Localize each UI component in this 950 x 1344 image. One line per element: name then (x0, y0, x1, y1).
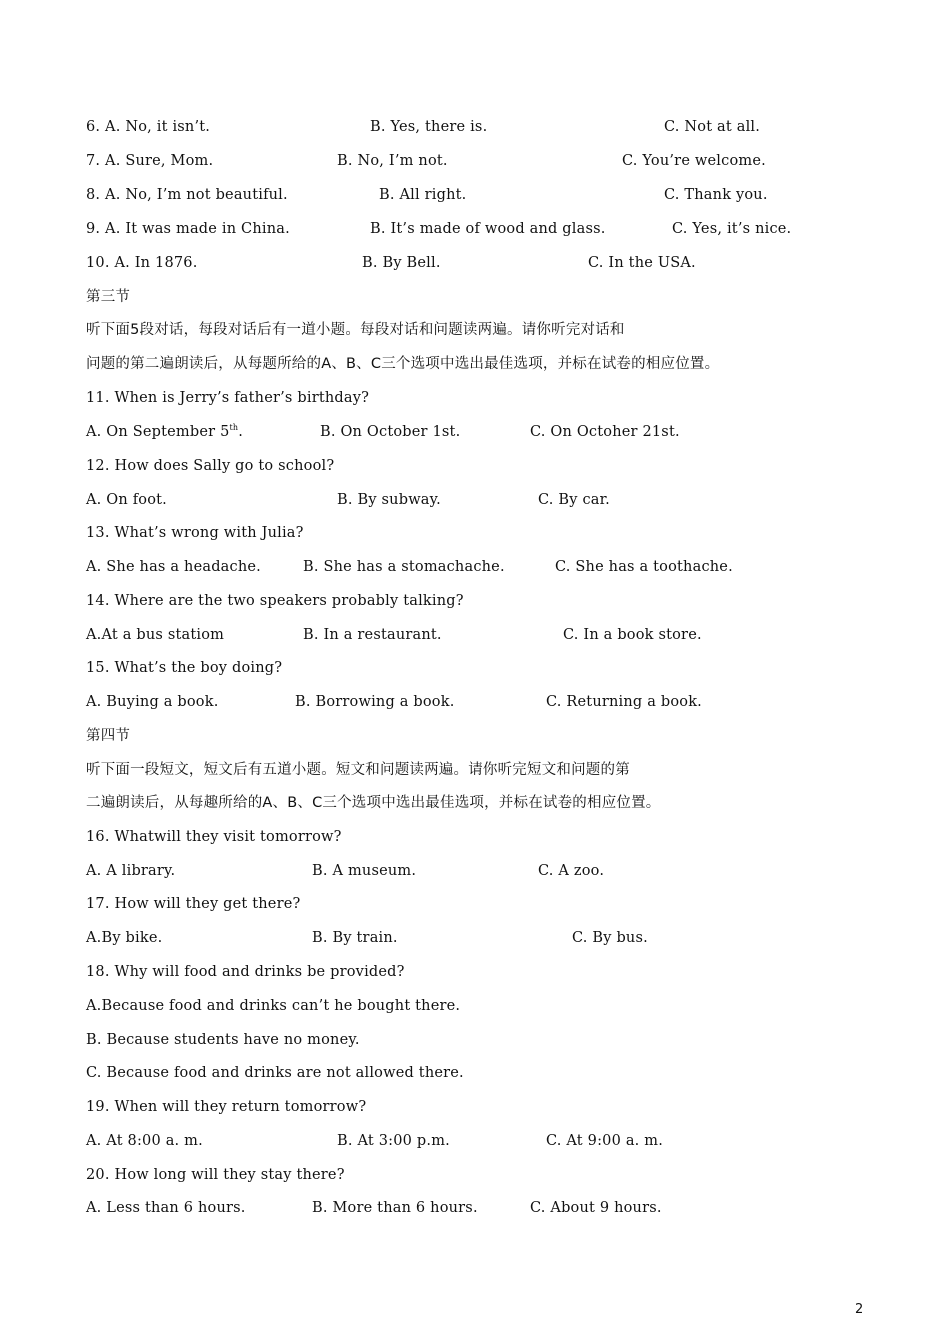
option-c: C. A zoo. (538, 863, 605, 879)
option-a: 6. A. No, it isn’t. (86, 119, 211, 135)
section-4-title: 第四节 (86, 728, 131, 744)
option-c: C. In a book store. (563, 627, 702, 643)
question-20-options (86, 1198, 662, 1278)
option-c: C. Returning a book. (546, 694, 702, 710)
option-b: B. On October 1st. (320, 424, 461, 440)
option-b: B. More than 6 hours. (312, 1200, 478, 1216)
option-c: C. Thank you. (664, 187, 768, 203)
option-a-text: A. On September 5 (86, 424, 230, 440)
section-3-intro-line-2: 问题的第二遍朗读后，从每题所给的A、B、C三个选项中选出最佳选项，并标在试卷的相应位置。 (86, 356, 720, 372)
option-a-period: . (238, 424, 244, 440)
option-a: A. A library. (86, 863, 176, 879)
question-13: 13. What’s wrong with Julia? (86, 525, 304, 541)
option-a: A.At a bus statiom (86, 627, 225, 643)
option-a: A. Buying a book. (86, 694, 219, 710)
question-19: 19. When will they return tomorrow? (86, 1099, 367, 1115)
option-a: 7. A. Sure, Mom. (86, 153, 214, 169)
option-b: B. Yes, there is. (370, 119, 488, 135)
option-a: 8. A. No, I’m not beautiful. (86, 187, 288, 203)
option-c: C. About 9 hours. (530, 1200, 662, 1216)
question-14: 14. Where are the two speakers probably talking? (86, 593, 464, 609)
option-b: B. It’s made of wood and glass. (370, 221, 606, 237)
option-a: 9. A. It was made in China. (86, 221, 290, 237)
option-a: 10. A. In 1876. (86, 255, 198, 271)
option-a: A. She has a headache. (86, 559, 261, 575)
question-15: 15. What’s the boy doing? (86, 660, 283, 676)
option-b: B. Borrowing a book. (295, 694, 455, 710)
option-c: C. At 9:00 a. m. (546, 1133, 664, 1149)
option-a: A. On foot. (86, 492, 167, 508)
option-b: B. At 3:00 p.m. (337, 1133, 450, 1149)
option-c: C. By bus. (572, 930, 648, 946)
page-number: 2 (855, 1302, 864, 1317)
section-3-title: 第三节 (86, 289, 131, 305)
question-17: 17. How will they get there? (86, 896, 301, 912)
question-20: 20. How long will they stay there? (86, 1167, 345, 1183)
option-a (86, 422, 243, 442)
question-11: 11. When is Jerry’s father’s birthday? (86, 390, 370, 406)
question-18: 18. Why will food and drinks be provided? (86, 964, 405, 980)
option-c: C. Not at all. (664, 119, 761, 135)
ordinal-suffix: th (229, 423, 239, 432)
section-4-intro-line-1: 听下面一段短文，短文后有五道小题。短文和问题读两遍。请你听完短文和问题的第 (86, 762, 630, 778)
question-18-option-c: C. Because food and drinks are not allowed there. (86, 1065, 464, 1081)
option-b: B. In a restaurant. (303, 627, 442, 643)
option-c: C. Yes, it’s nice. (672, 221, 792, 237)
question-12: 12. How does Sally go to school? (86, 458, 335, 474)
option-c: C. On Octoher 21st. (530, 424, 680, 440)
option-b: B. No, I’m not. (337, 153, 448, 169)
question-16: 16. Whatwill they visit tomorrow? (86, 829, 342, 845)
option-b: B. By subway. (337, 492, 441, 508)
option-b: B. A museum. (312, 863, 417, 879)
question-18-option-a: A.Because food and drinks can’t he bought there. (86, 998, 461, 1014)
option-b: B. By Bell. (362, 255, 441, 271)
option-c: C. You’re welcome. (622, 153, 766, 169)
option-c: C. She has a toothache. (555, 559, 733, 575)
option-b: B. All right. (379, 187, 467, 203)
option-a: A.By bike. (86, 930, 163, 946)
section-4-intro-line-2: 二遍朗读后，从每趣所给的A、B、C三个选项中选出最佳选项，并标在试卷的相应位置。 (86, 795, 661, 811)
option-b: B. By train. (312, 930, 398, 946)
question-18-option-b: B. Because students have no money. (86, 1032, 360, 1048)
option-c: C. In the USA. (588, 255, 696, 271)
option-b: B. She has a stomachache. (303, 559, 505, 575)
option-c: C. By car. (538, 492, 610, 508)
option-a: A. Less than 6 hours. (86, 1200, 246, 1216)
option-a: A. At 8:00 a. m. (86, 1133, 203, 1149)
section-3-intro-line-1: 听下面5段对话，每段对话后有一道小题。每段对话和问题读两遍。请你听完对话和 (86, 322, 625, 338)
